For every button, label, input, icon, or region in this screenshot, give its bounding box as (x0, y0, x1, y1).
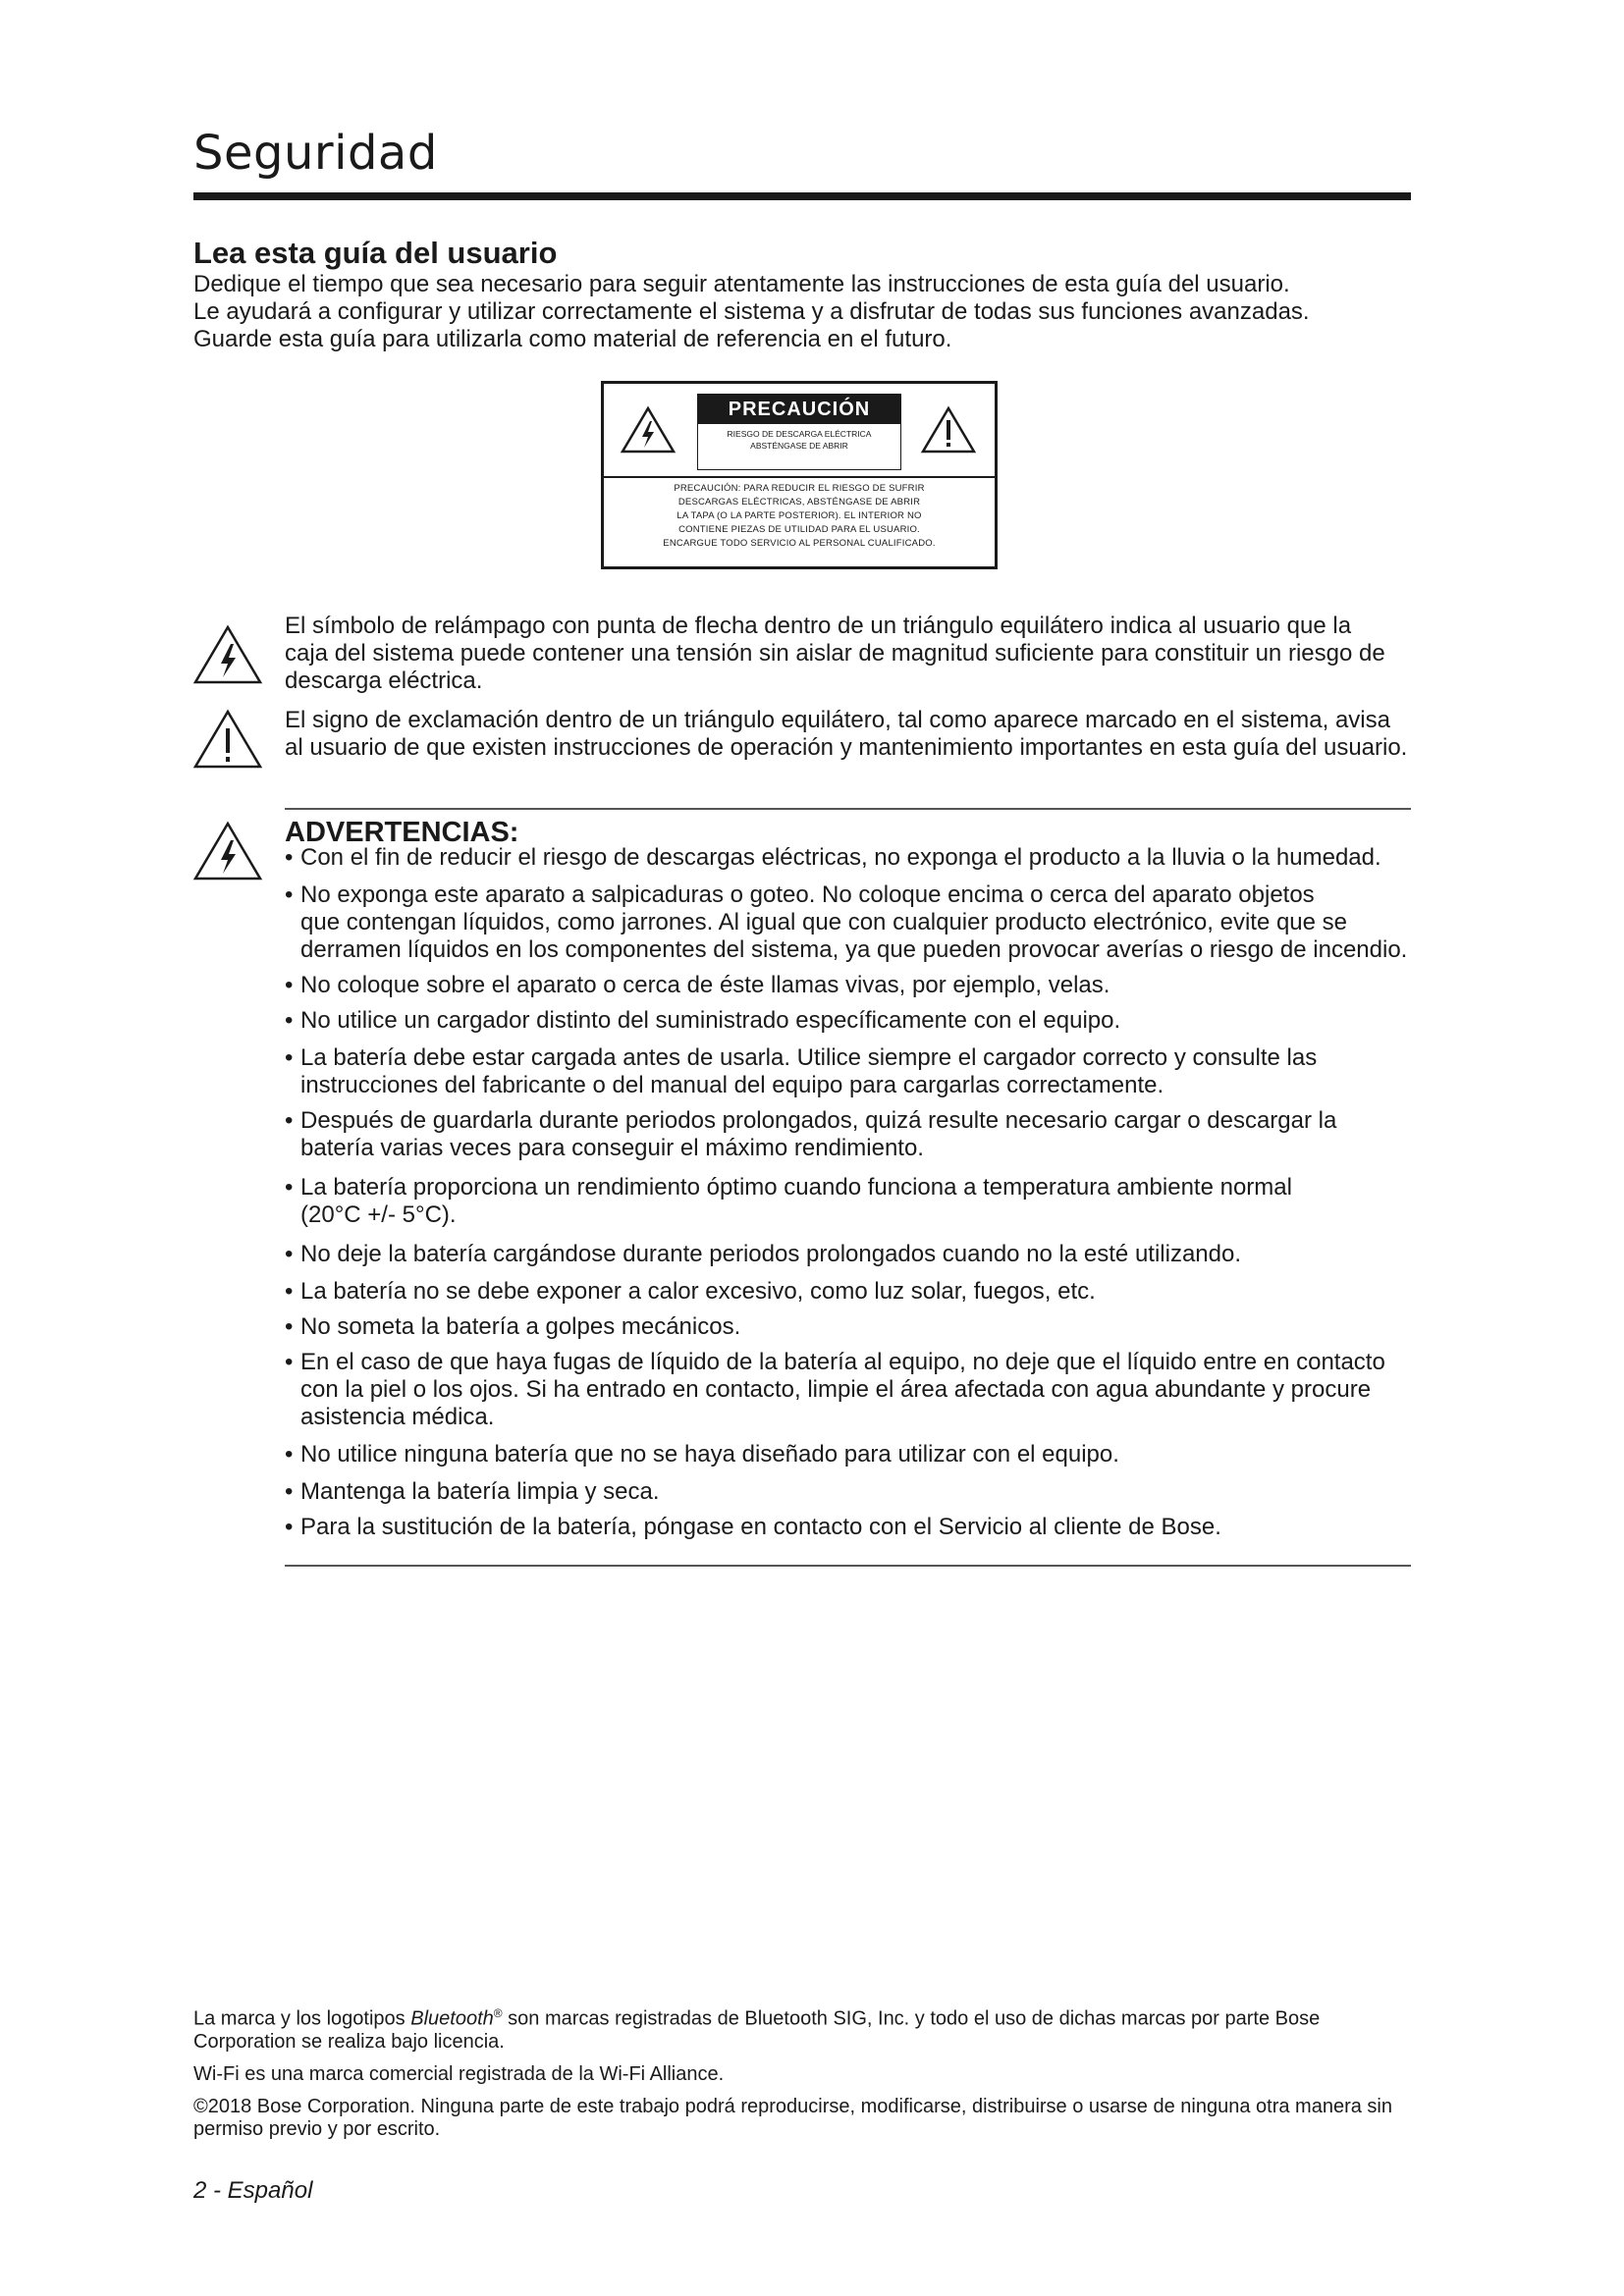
warning-text (300, 881, 1407, 964)
caution-label-top (604, 384, 995, 478)
warning-text (300, 1007, 1120, 1035)
warning-line: Para la sustitución de la batería, póngase en contacto con el Servicio al cliente de Bose. (300, 1514, 1221, 1540)
bullet-marker: • (285, 1107, 294, 1134)
caution-bottom-line: CONTIENE PIEZAS DE UTILIDAD PARA EL USUARIO. (678, 524, 920, 535)
warning-line: No utilice ninguna batería que no se haya diseñado para utilizar con el equipo. (300, 1441, 1119, 1468)
warning-line: Con el fin de reducir el riesgo de descargas eléctricas, no exponga el producto a la lluvia o la humedad. (300, 844, 1381, 871)
exclamation-triangle-icon (920, 405, 977, 454)
exclamation-symbol-description (285, 707, 1407, 762)
warning-line: No deje la batería cargándose durante periodos prolongados cuando no la esté utilizando. (300, 1241, 1242, 1267)
warning-text (300, 1044, 1317, 1099)
warning-text (300, 972, 1110, 999)
warning-line: Mantenga la batería limpia y seca. (300, 1478, 660, 1505)
warning-text (300, 1278, 1096, 1306)
page-number: 2 - Español (193, 2177, 313, 2204)
intro-paragraph (193, 271, 1421, 353)
caution-bottom-line: LA TAPA (O LA PARTE POSTERIOR). EL INTERIOR NO (677, 510, 922, 521)
bullet-marker: • (285, 1278, 294, 1305)
warning-text (300, 1174, 1292, 1229)
warning-line: con la piel o los ojos. Si ha entrado en contacto, limpie el área afectada con agua abundante y procure (300, 1376, 1372, 1403)
caution-bottom-line: DESCARGAS ELÉCTRICAS, ABSTÉNGASE DE ABRIR (677, 497, 921, 507)
warnings-rule-top (285, 808, 1411, 810)
warning-line: Después de guardarla durante periodos prolongados, quizá resulte necesario cargar o descargar la (300, 1107, 1337, 1134)
bullet-marker: • (285, 1174, 294, 1201)
warning-text (300, 1514, 1221, 1541)
bullet-marker: • (285, 844, 294, 871)
footer-notes (193, 1993, 1421, 2151)
warning-line: No coloque sobre el aparato o cerca de éste llamas vivas, por ejemplo, velas. (300, 972, 1110, 998)
registered-mark: ® (493, 2006, 503, 2020)
lightning-triangle-icon (192, 821, 263, 881)
bluetooth-post: son marcas registradas de Bluetooth SIG, Inc. y todo el uso de dichas marcas por parte Bose (502, 2007, 1321, 2030)
bullet-marker: • (285, 1514, 294, 1540)
bullet-marker: • (285, 1478, 294, 1505)
exclamation-triangle-icon (192, 709, 263, 770)
warning-line: La batería proporciona un rendimiento óptimo cuando funciona a temperatura ambiente normal (300, 1174, 1292, 1201)
warning-line: que contengan líquidos, como jarrones. Al igual que con cualquier producto electrónico, evite que se (300, 909, 1348, 935)
caution-sub-line: ABSTÉNGASE DE ABRIR (750, 441, 848, 451)
warning-line: No exponga este aparato a salpicaduras o goteo. No coloque encima o cerca del aparato objetos (300, 881, 1315, 908)
bullet-marker: • (285, 1241, 294, 1267)
lightning-triangle-icon (620, 405, 677, 454)
warning-text (300, 844, 1381, 872)
lightning-symbol-description (285, 613, 1385, 695)
warning-text (300, 1313, 740, 1341)
warning-text (300, 1349, 1385, 1431)
warning-line: No someta la batería a golpes mecánicos. (300, 1313, 741, 1340)
caution-sub-line: RIESGO DE DESCARGA ELÉCTRICA (727, 429, 872, 439)
bullet-marker: • (285, 1349, 294, 1375)
bullet-marker: • (285, 1441, 294, 1468)
warning-line: La batería no se debe exponer a calor excesivo, como luz solar, fuegos, etc. (300, 1278, 1096, 1305)
caution-bottom-line: ENCARGUE TODO SERVICIO AL PERSONAL CUALIFICADO. (663, 538, 936, 549)
warning-line: La batería debe estar cargada antes de usarla. Utilice siempre el cargador correcto y consulte las (300, 1044, 1318, 1071)
warning-line: instrucciones del fabricante o del manual del equipo para cargarlas correctamente. (300, 1072, 1164, 1098)
warning-line: En el caso de que haya fugas de líquido de la batería al equipo, no deje que el líquido entre en contacto (300, 1349, 1385, 1375)
bullet-marker: • (285, 972, 294, 998)
bullet-marker: • (285, 1007, 294, 1034)
caution-sub (698, 428, 900, 452)
wifi-line: Wi-Fi es una marca comercial registrada de la Wi-Fi Alliance. (193, 2062, 725, 2085)
warning-text (300, 1107, 1336, 1162)
title-rule (193, 192, 1411, 200)
bullet-marker: • (285, 881, 294, 908)
warning-line: No utilice un cargador distinto del suministrado específicamente con el equipo. (300, 1007, 1121, 1034)
caution-label (601, 381, 998, 569)
copyright-line: ©2018 Bose Corporation. Ninguna parte de este trabajo podrá reproducirse, modificarse, distribuirse o usarse de ninguna otra manera sin (193, 2095, 1392, 2117)
warning-text (300, 1241, 1241, 1268)
page-title: Seguridad (193, 126, 438, 181)
warning-line: asistencia médica. (300, 1404, 495, 1430)
warning-line: derramen líquidos en los componentes del sistema, ya que pueden provocar averías o riesgo de incendio. (300, 936, 1408, 963)
bullet-marker: • (285, 1044, 294, 1071)
warning-text (300, 1441, 1119, 1468)
description-line: descarga eléctrica. (285, 667, 483, 694)
description-line: El símbolo de relámpago con punta de flecha dentro de un triángulo equilátero indica al usuario que la (285, 613, 1352, 639)
caution-banner: PRECAUCIÓN (698, 395, 900, 424)
intro-line: Dedique el tiempo que sea necesario para seguir atentamente las instrucciones de esta guía del usuario. (193, 271, 1290, 297)
warnings-rule-bottom (285, 1565, 1411, 1567)
warnings-heading: ADVERTENCIAS: (285, 817, 519, 848)
description-line: caja del sistema puede contener una tensión sin aislar de magnitud suficiente para constituir un riesgo de (285, 640, 1385, 667)
section-heading: Lea esta guía del usuario (193, 236, 558, 270)
bluetooth-pre: La marca y los logotipos (193, 2007, 411, 2030)
lightning-triangle-icon (192, 624, 263, 685)
bullet-marker: • (285, 1313, 294, 1340)
intro-line: Le ayudará a configurar y utilizar correctamente el sistema y a disfrutar de todas sus funciones avanzadas. (193, 298, 1310, 325)
caution-bottom-line: PRECAUCIÓN: PARA REDUCIR EL RIESGO DE SUFRIR (674, 483, 925, 494)
intro-line: Guarde esta guía para utilizarla como material de referencia en el futuro. (193, 326, 952, 352)
warning-line: (20°C +/- 5°C). (300, 1201, 457, 1228)
warning-text (300, 1478, 660, 1506)
caution-bottom-text (604, 482, 995, 551)
caution-center-panel (697, 394, 901, 470)
bluetooth-trademark: Bluetooth (410, 2007, 494, 2030)
warning-line: batería varias veces para conseguir el máximo rendimiento. (300, 1135, 924, 1161)
description-line: al usuario de que existen instrucciones de operación y mantenimiento importantes en esta guía del usuario. (285, 734, 1408, 761)
bluetooth-line2: Corporation se realiza bajo licencia. (193, 2030, 505, 2053)
description-line: El signo de exclamación dentro de un triángulo equilátero, tal como aparece marcado en el sistema, avisa (285, 707, 1390, 733)
copyright-line: permiso previo y por escrito. (193, 2117, 441, 2140)
